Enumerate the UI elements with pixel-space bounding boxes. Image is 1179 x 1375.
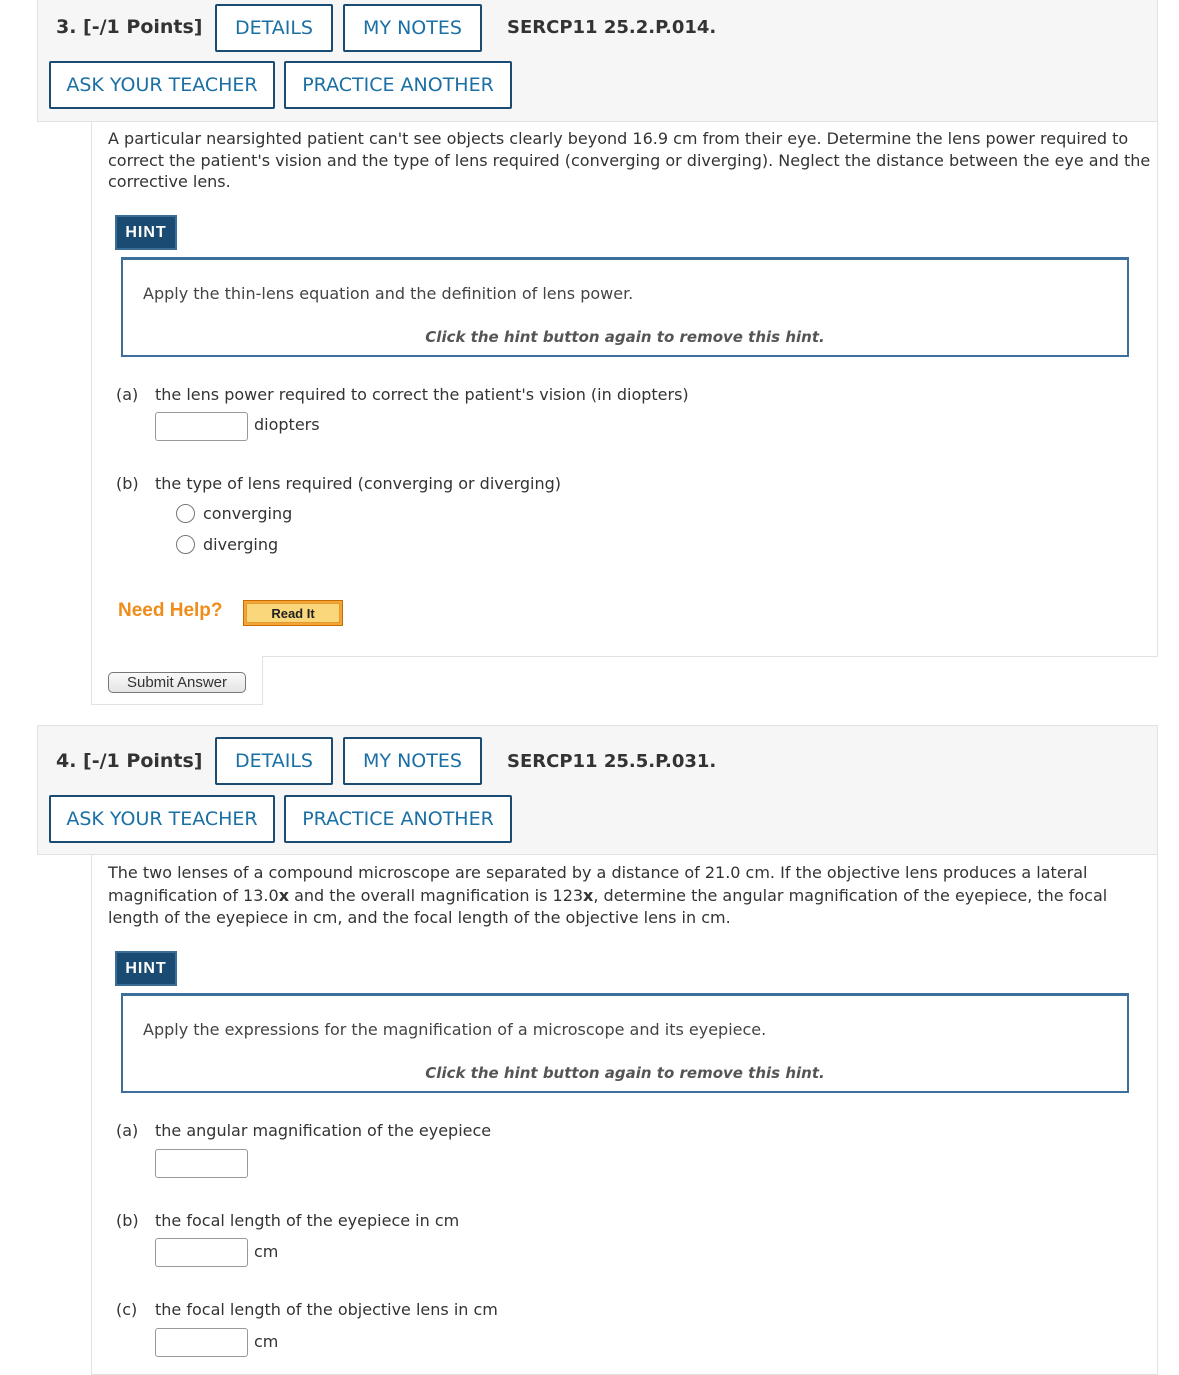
q4-part-b-text: the focal length of the eyepiece in cm: [155, 1211, 460, 1230]
q3-hint-button[interactable]: HINT: [115, 215, 177, 250]
q4-practice-another-button[interactable]: PRACTICE ANOTHER: [284, 795, 512, 843]
submit-answer-button[interactable]: Submit Answer: [108, 672, 246, 693]
q3-radio-diverging[interactable]: [176, 535, 195, 554]
q3-radio-diverging-label: diverging: [203, 535, 279, 554]
q4-part-b-label: (b): [116, 1211, 139, 1230]
q4-hint-box: [121, 993, 1129, 1093]
q4-part-b-input[interactable]: [155, 1238, 248, 1267]
read-it-button[interactable]: [243, 600, 343, 626]
q3-hint-box: [121, 257, 1129, 357]
q3-radio-converging[interactable]: [176, 504, 195, 523]
q3-title: 3. [-/1 Points]: [56, 16, 203, 38]
q3-part-b-label: (b): [116, 474, 139, 493]
q3-practice-another-button[interactable]: PRACTICE ANOTHER: [284, 61, 512, 109]
q3-hint-text: Apply the thin-lens equation and the definition of lens power.: [143, 284, 634, 303]
q4-part-a-text: the angular magnification of the eyepiece: [155, 1121, 492, 1140]
q4-details-button[interactable]: DETAILS: [215, 737, 333, 785]
q3-my-notes-button[interactable]: MY NOTES: [343, 4, 482, 52]
q4-my-notes-button[interactable]: MY NOTES: [343, 737, 482, 785]
q3-radio-converging-label: converging: [203, 504, 293, 523]
q3-part-a-unit: diopters: [254, 415, 320, 434]
q4-question-x-2: x: [583, 885, 594, 905]
q3-problem-code: SERCP11 25.2.P.014.: [507, 17, 717, 38]
q3-hint-note: Click the hint button again to remove this hint.: [425, 328, 825, 346]
q3-part-a-label: (a): [116, 385, 139, 404]
q4-ask-teacher-button[interactable]: ASK YOUR TEACHER: [49, 795, 275, 843]
q3-submit-area: [91, 656, 263, 705]
read-it-label: Read It: [246, 603, 340, 623]
q4-hint-button[interactable]: HINT: [115, 951, 177, 986]
q3-question-text: A particular nearsighted patient can't see objects clearly beyond 16.9 cm from their eye. Determine the lens power required to correct the patient's vision and the type of lens required (converging or diverging). Neglect the distance between the eye and the corrective lens.: [108, 129, 1151, 191]
q3-part-a-input[interactable]: [155, 412, 248, 441]
q4-hint-text: Apply the expressions for the magnification of a microscope and its eyepiece.: [143, 1020, 767, 1039]
need-help-label: Need Help?: [118, 600, 223, 621]
q4-question-part-2: and the overall magnification is 123: [289, 885, 584, 905]
q4-question-text: [108, 862, 1153, 930]
q3-ask-teacher-button[interactable]: ASK YOUR TEACHER: [49, 61, 275, 109]
q4-title: 4. [-/1 Points]: [56, 750, 203, 772]
q4-body: [91, 855, 1158, 1375]
q3-details-button[interactable]: DETAILS: [215, 4, 333, 52]
q4-part-c-unit: cm: [254, 1332, 279, 1351]
q4-question-x-1: x: [278, 885, 290, 905]
q4-part-a-label: (a): [116, 1121, 139, 1140]
q4-question-part-1: The two lenses of a compound microscope are separated by a distance of 21.0 cm. If the objective lens produces a lateral magnification of 13.0: [108, 863, 1088, 905]
q3-part-b-text: the type of lens required (converging or diverging): [155, 474, 562, 493]
q4-problem-code: SERCP11 25.5.P.031.: [507, 751, 717, 772]
q4-hint-note: Click the hint button again to remove this hint.: [425, 1064, 825, 1082]
q4-part-c-text: the focal length of the objective lens in cm: [155, 1300, 498, 1319]
q4-part-c-label: (c): [116, 1300, 138, 1319]
q4-question-part-3: , determine the angular magnification of the eyepiece, the focal length of the eyepiece in cm, and the focal length of the objective lens in cm.: [108, 885, 1108, 927]
q4-part-a-input[interactable]: [155, 1149, 248, 1178]
q4-part-b-unit: cm: [254, 1242, 279, 1261]
q4-part-c-input[interactable]: [155, 1328, 248, 1357]
q3-part-a-text: the lens power required to correct the patient's vision (in diopters): [155, 385, 689, 404]
